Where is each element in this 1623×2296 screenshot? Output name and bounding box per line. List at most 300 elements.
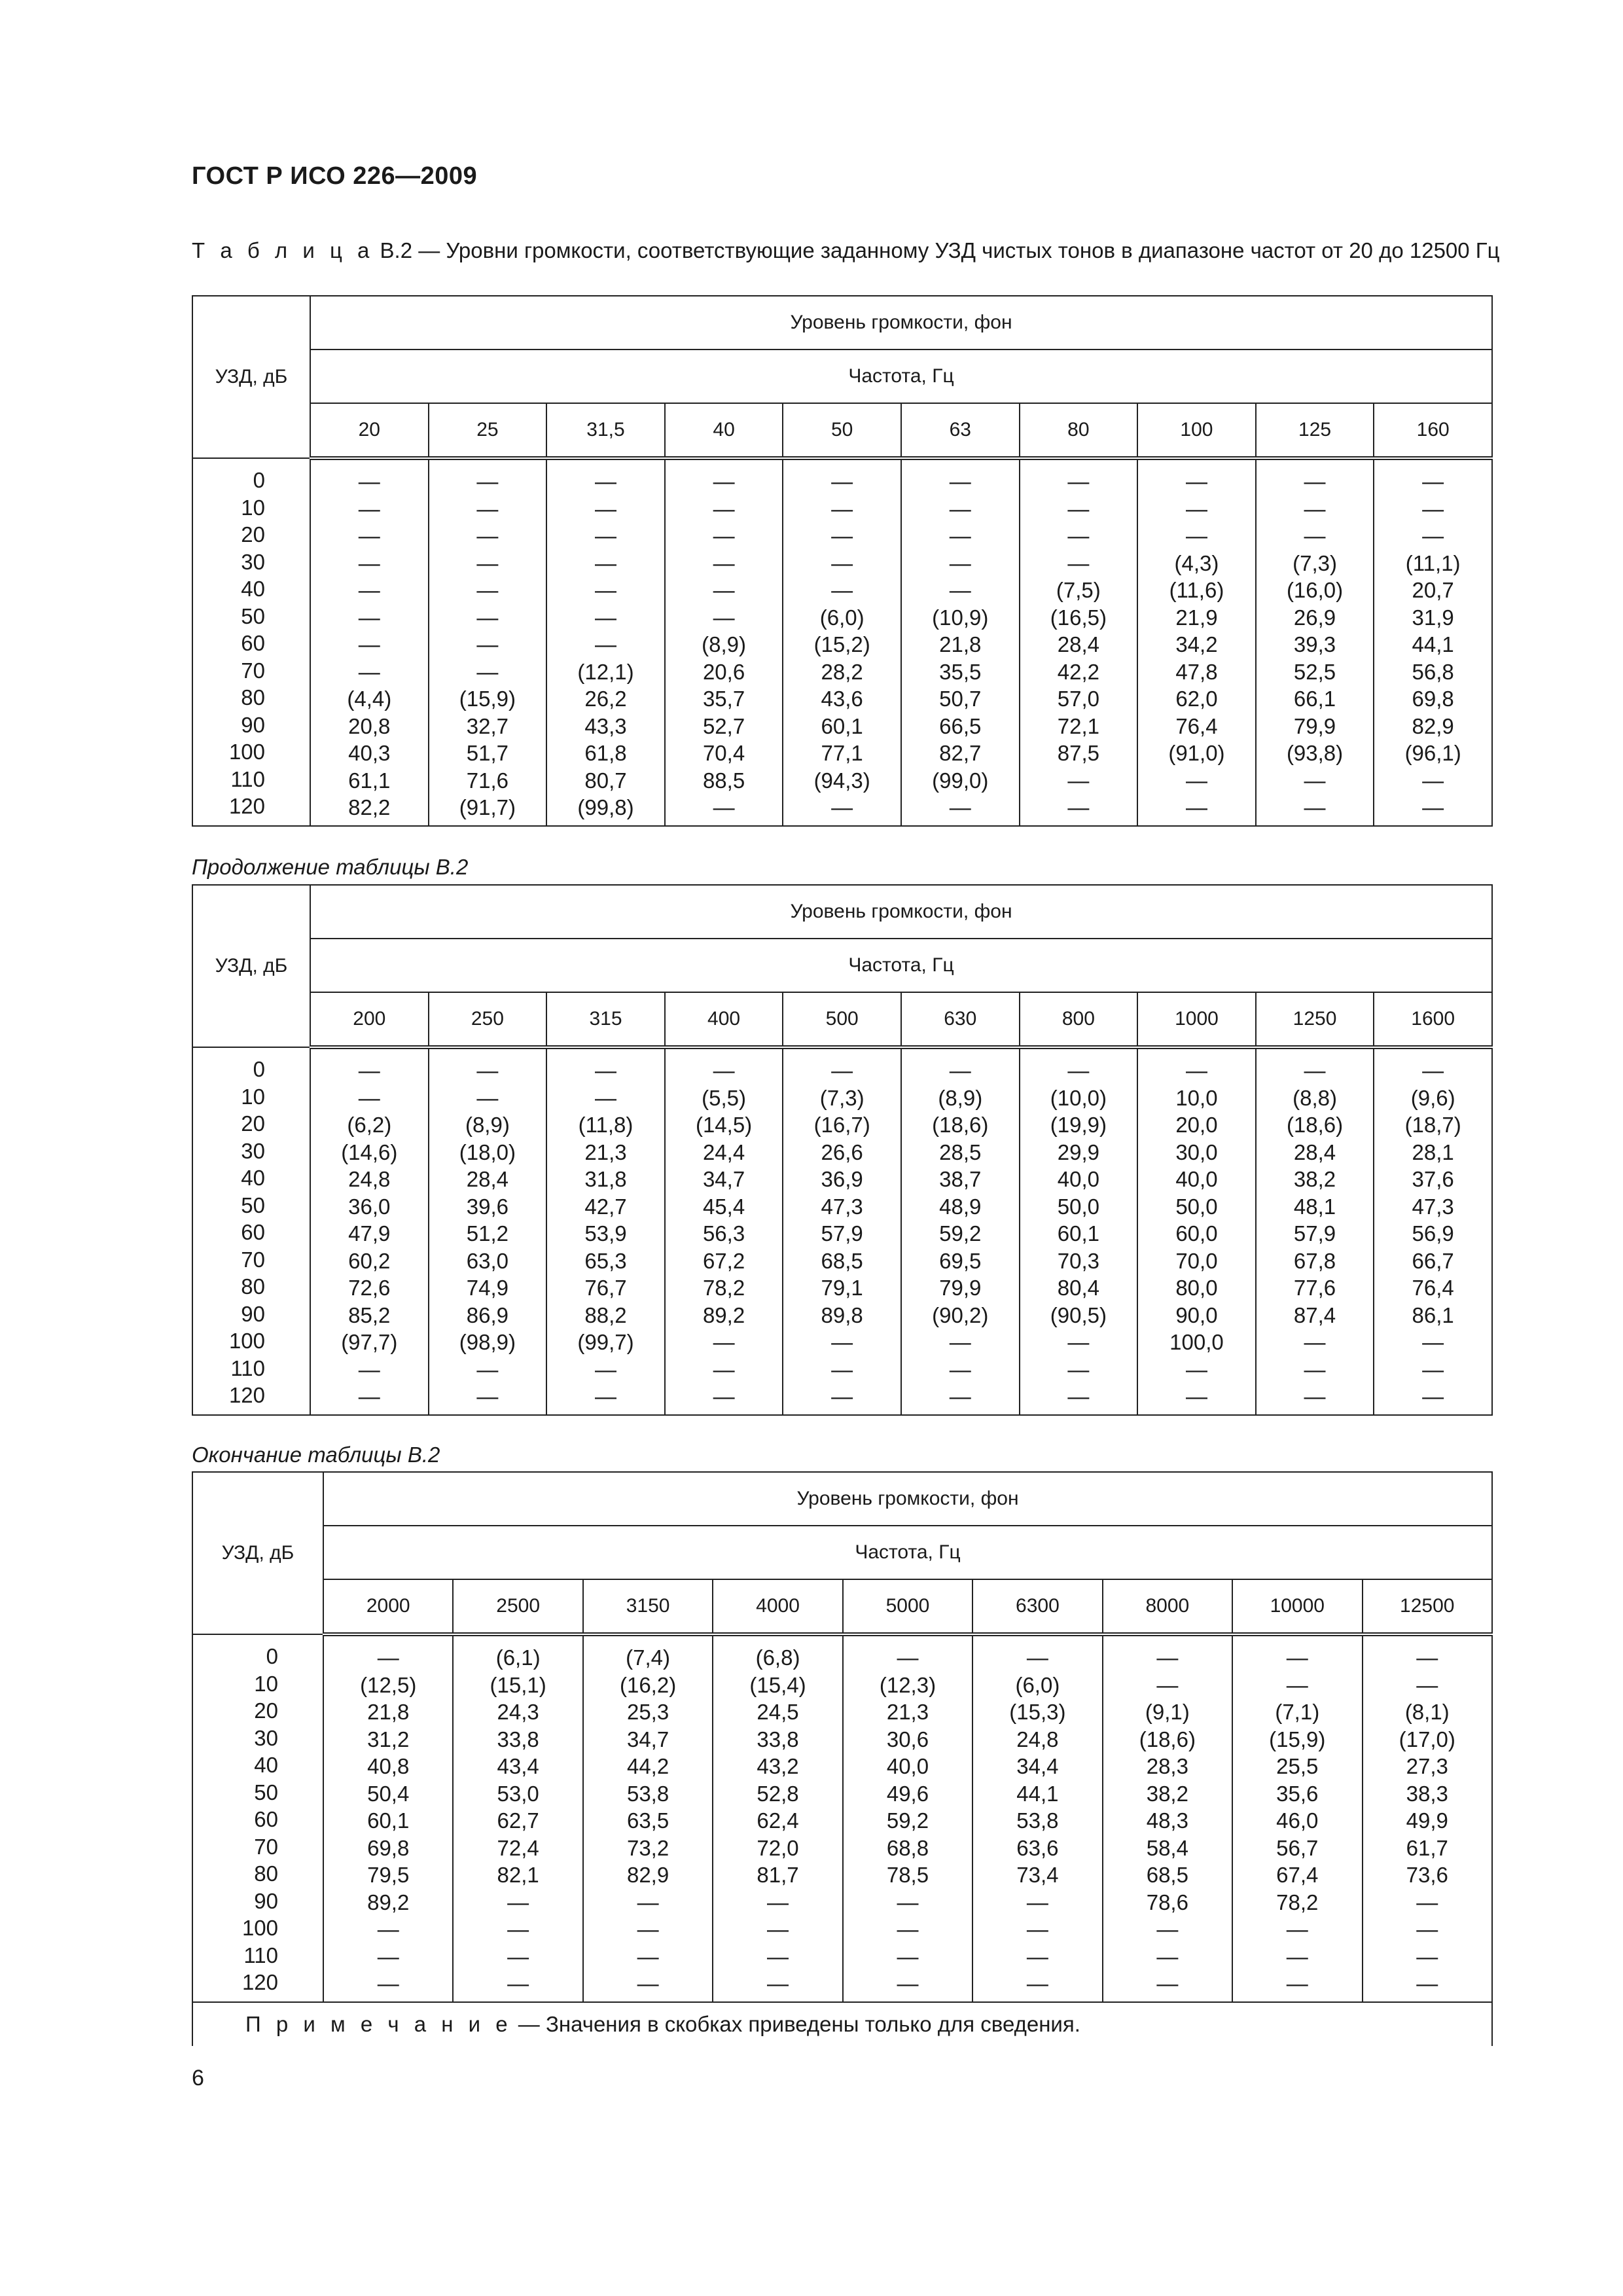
loudness-value: 42,2: [1057, 659, 1099, 684]
loudness-value: —: [507, 1917, 529, 1941]
loudness-value: (19,9): [1050, 1113, 1107, 1137]
loudness-value: 70,3: [1057, 1248, 1099, 1273]
uzd-value: 40: [254, 1753, 278, 1777]
loudness-value: 100,0: [1169, 1330, 1224, 1354]
loudness-value: (15,1): [490, 1672, 546, 1697]
loudness-value: —: [1067, 1384, 1090, 1408]
loudness-value: 65,3: [584, 1248, 627, 1273]
loudness-value: (99,8): [577, 795, 634, 819]
note-prefix: П р и м е ч а н и е: [245, 2011, 512, 2036]
uzd-value: 20: [254, 1698, 278, 1723]
loudness-value: 33,8: [757, 1727, 799, 1751]
uzd-value: 30: [241, 549, 265, 574]
loudness-value: 56,9: [1412, 1221, 1454, 1246]
loudness-value: (96,1): [1404, 741, 1461, 765]
loudness-value: 60,2: [348, 1248, 391, 1273]
loudness-value: —: [1156, 1645, 1179, 1670]
loudness-value: 43,4: [497, 1754, 539, 1778]
loudness-value: 88,2: [584, 1302, 627, 1327]
frequency-value: 20: [310, 403, 429, 458]
loudness-value: (9,6): [1410, 1085, 1455, 1110]
loudness-value: (16,2): [619, 1672, 677, 1697]
loudness-value: (16,5): [1050, 605, 1107, 630]
frequency-value: 12500: [1363, 1579, 1493, 1634]
loudness-value: 24,8: [348, 1167, 391, 1191]
loudness-value: 80,0: [1175, 1276, 1218, 1300]
uzd-values-column: [192, 458, 310, 826]
loudness-value: —: [1422, 1384, 1444, 1408]
frequency-value: 160: [1374, 403, 1492, 458]
loudness-value: —: [1304, 1330, 1326, 1354]
loudness-value: —: [897, 1917, 919, 1941]
frequency-value: 315: [546, 992, 665, 1047]
loudness-value: 28,4: [1293, 1139, 1336, 1164]
loudness-value: —: [713, 496, 735, 521]
loudness-value: 59,2: [886, 1808, 929, 1833]
loudness-value: —: [476, 524, 499, 548]
loudness-value: —: [1026, 1645, 1048, 1670]
loudness-value: —: [358, 469, 380, 493]
loudness-value: 47,8: [1175, 659, 1218, 684]
loudness-value: (6,0): [1015, 1672, 1060, 1697]
loudness-value: 26,6: [821, 1139, 863, 1164]
loudness-value: 24,8: [1016, 1727, 1059, 1751]
uzd-value: 80: [254, 1861, 278, 1886]
uzd-value: 90: [241, 1301, 265, 1326]
frequency-value: 250: [429, 992, 547, 1047]
loudness-value: —: [949, 550, 971, 575]
loudness-value: 62,0: [1175, 687, 1218, 711]
loudness-column: [1374, 458, 1492, 826]
loudness-value: 72,1: [1057, 713, 1099, 738]
loudness-value: —: [594, 1058, 616, 1083]
loudness-value: —: [358, 1357, 380, 1382]
frequency-value: 500: [783, 992, 901, 1047]
loudness-value: —: [1304, 1357, 1326, 1382]
loudness-value: 52,5: [1293, 659, 1336, 684]
loudness-value: —: [507, 1890, 529, 1914]
loudness-value: —: [476, 469, 499, 493]
loudness-value: 82,7: [939, 741, 982, 765]
loudness-value: 30,6: [886, 1727, 929, 1751]
loudness-value: (18,6): [1286, 1113, 1344, 1137]
loudness-value: (7,4): [626, 1645, 671, 1670]
loudness-value: —: [831, 578, 853, 602]
loudness-value: 38,2: [1293, 1167, 1336, 1191]
loudness-value: 61,7: [1406, 1835, 1448, 1860]
loudness-value: 25,3: [626, 1700, 669, 1724]
loudness-value: 34,7: [626, 1727, 669, 1751]
loudness-value: —: [1185, 524, 1207, 548]
loudness-value: 30,0: [1175, 1139, 1218, 1164]
loudness-value: 77,1: [821, 741, 863, 765]
loudness-value: 70,0: [1175, 1248, 1218, 1273]
loudness-value: 42,7: [584, 1194, 627, 1219]
uzd-value: 40: [241, 577, 265, 601]
loudness-value: (94,3): [813, 768, 870, 793]
loudness-value: —: [1156, 1917, 1179, 1941]
loudness-value: —: [1156, 1944, 1179, 1969]
loudness-value: —: [831, 795, 853, 819]
uzd-value: 90: [241, 712, 265, 737]
uzd-value: 120: [241, 1970, 278, 1994]
loudness-value: 39,6: [466, 1194, 508, 1219]
loudness-column: [1020, 458, 1138, 826]
loudness-value: —: [377, 1917, 399, 1941]
loudness-value: —: [949, 1384, 971, 1408]
loudness-value: 71,6: [466, 768, 508, 793]
loudness-column: [546, 1047, 665, 1415]
loudness-value: (15,4): [749, 1672, 806, 1697]
ending-title: Окончание таблицы В.2: [192, 1443, 440, 1467]
table-note: [192, 2002, 1492, 2046]
loudness-value: 48,1: [1293, 1194, 1336, 1219]
loudness-value: 79,1: [821, 1276, 863, 1300]
uzd-value: 50: [241, 603, 265, 628]
uzd-value: 110: [230, 1355, 265, 1380]
loudness-value: 90,0: [1175, 1302, 1218, 1327]
loudness-value: —: [1304, 795, 1326, 819]
loudness-value: 50,7: [939, 687, 982, 711]
frequency-value: 800: [1020, 992, 1138, 1047]
loudness-value: —: [1067, 1357, 1090, 1382]
loudness-value: (93,8): [1286, 741, 1344, 765]
loudness-value: 67,2: [702, 1248, 745, 1273]
loudness-value: —: [1067, 469, 1090, 493]
loudness-value: (97,7): [341, 1330, 398, 1354]
loudness-value: —: [1156, 1672, 1179, 1697]
loudness-column: [1363, 1634, 1493, 2002]
frequency-value: 1250: [1256, 992, 1374, 1047]
loudness-value: —: [1286, 1917, 1308, 1941]
loudness-value: —: [476, 1058, 499, 1083]
loudness-value: (11,8): [578, 1113, 633, 1137]
loudness-value: 57,9: [1293, 1221, 1336, 1246]
loudness-value: —: [1067, 1058, 1090, 1083]
loudness-value: 82,2: [348, 795, 391, 819]
loudness-value: —: [713, 1357, 735, 1382]
loudness-value: 69,8: [1412, 687, 1454, 711]
loudness-value: —: [897, 1645, 919, 1670]
loudness-value: —: [476, 1384, 499, 1408]
frequency-header: Частота, Гц: [323, 1526, 1492, 1579]
loudness-value: —: [1422, 1357, 1444, 1382]
loudness-value: 72,4: [497, 1835, 539, 1860]
loudness-value: 56,3: [702, 1221, 745, 1246]
loudness-value: —: [1185, 1058, 1207, 1083]
loudness-value: —: [1304, 469, 1326, 493]
loudness-value: 40,0: [1175, 1167, 1218, 1191]
loudness-value: 31,8: [584, 1167, 627, 1191]
loudness-value: 86,1: [1412, 1302, 1454, 1327]
frequency-value: 8000: [1103, 1579, 1232, 1634]
loudness-value: 60,1: [1057, 1221, 1099, 1246]
loudness-value: —: [1286, 1944, 1308, 1969]
note-text: — Значения в скобках приведены только для сведения.: [512, 2011, 1080, 2036]
loudness-value: 44,1: [1412, 632, 1454, 656]
uzd-value: 60: [254, 1807, 278, 1831]
loudness-value: —: [1067, 795, 1090, 819]
loudness-value: —: [507, 1971, 529, 1996]
loudness-column: [1137, 458, 1256, 826]
loudness-value: 53,0: [497, 1781, 539, 1806]
frequency-value: 1600: [1374, 992, 1492, 1047]
loudness-value: 69,5: [939, 1248, 982, 1273]
uzd-value: 10: [241, 1084, 265, 1109]
loudness-value: 80,7: [584, 768, 627, 793]
loudness-value: 63,5: [626, 1808, 669, 1833]
loudness-value: —: [594, 578, 616, 602]
loudness-value: —: [594, 605, 616, 630]
frequency-value: 50: [783, 403, 901, 458]
loudness-value: 31,9: [1412, 605, 1454, 630]
uzd-header: УЗД, дБ: [192, 1472, 323, 1634]
loudness-value: —: [377, 1971, 399, 1996]
loudness-value: 34,2: [1175, 632, 1218, 656]
loudness-column: [583, 1634, 713, 2002]
loudness-value: (10,0): [1050, 1085, 1107, 1110]
loudness-column: [1232, 1634, 1362, 2002]
loudness-value: 34,4: [1016, 1754, 1059, 1778]
loudness-value: 21,3: [584, 1139, 627, 1164]
loudness-table-part1: [192, 295, 1493, 827]
frequency-value: 630: [901, 992, 1020, 1047]
loudness-value: 57,9: [821, 1221, 863, 1246]
loudness-value: (18,6): [1139, 1727, 1196, 1751]
loudness-value: —: [1422, 524, 1444, 548]
loudness-value: —: [831, 1058, 853, 1083]
loudness-value: 72,6: [348, 1276, 391, 1300]
loudness-value: 78,5: [886, 1863, 929, 1887]
loudness-header: Уровень громкости, фон: [310, 885, 1492, 939]
loudness-value: 86,9: [466, 1302, 508, 1327]
uzd-value: 0: [253, 468, 265, 492]
loudness-value: 26,9: [1293, 605, 1336, 630]
loudness-value: 66,7: [1412, 1248, 1454, 1273]
loudness-value: —: [1067, 496, 1090, 521]
loudness-value: —: [507, 1944, 529, 1969]
loudness-value: —: [1156, 1971, 1179, 1996]
loudness-column: [665, 1047, 783, 1415]
loudness-value: 24,5: [757, 1700, 799, 1724]
loudness-value: 76,4: [1412, 1276, 1454, 1300]
loudness-value: —: [637, 1971, 659, 1996]
loudness-value: —: [713, 524, 735, 548]
loudness-value: 37,6: [1412, 1167, 1454, 1191]
loudness-value: —: [594, 524, 616, 548]
loudness-value: 53,9: [584, 1221, 627, 1246]
frequency-value: 200: [310, 992, 429, 1047]
loudness-value: —: [1286, 1645, 1308, 1670]
loudness-value: 68,8: [886, 1835, 929, 1860]
loudness-value: —: [831, 469, 853, 493]
loudness-value: 47,3: [821, 1194, 863, 1219]
uzd-values-column: [192, 1047, 310, 1415]
loudness-table-part2: [192, 884, 1493, 1416]
loudness-value: 89,2: [367, 1890, 410, 1914]
loudness-value: —: [1185, 768, 1207, 793]
loudness-value: (17,0): [1399, 1727, 1455, 1751]
loudness-value: —: [1304, 1384, 1326, 1408]
loudness-value: —: [897, 1944, 919, 1969]
loudness-value: 61,1: [348, 768, 391, 793]
uzd-values-column: [192, 1634, 323, 2002]
loudness-value: —: [476, 1085, 499, 1110]
loudness-value: —: [831, 496, 853, 521]
loudness-column: [1020, 1047, 1138, 1415]
uzd-value: 40: [241, 1166, 265, 1190]
loudness-value: —: [949, 469, 971, 493]
loudness-value: (5,5): [702, 1085, 746, 1110]
loudness-value: —: [594, 1384, 616, 1408]
loudness-value: 82,9: [1412, 713, 1454, 738]
loudness-value: —: [1185, 496, 1207, 521]
loudness-value: 82,9: [626, 1863, 669, 1887]
loudness-value: —: [358, 1058, 380, 1083]
loudness-value: —: [1416, 1944, 1438, 1969]
uzd-value: 110: [230, 766, 265, 791]
loudness-column: [429, 458, 547, 826]
uzd-value: 50: [254, 1780, 278, 1804]
frequency-header: Частота, Гц: [310, 939, 1492, 992]
loudness-value: 60,1: [367, 1808, 410, 1833]
loudness-value: 87,5: [1057, 741, 1099, 765]
loudness-value: —: [949, 524, 971, 548]
loudness-table-part3: [192, 1471, 1493, 2046]
loudness-column: [1256, 1047, 1374, 1415]
loudness-value: 40,3: [348, 741, 391, 765]
loudness-value: (98,9): [459, 1330, 516, 1354]
loudness-value: 61,8: [584, 741, 627, 765]
loudness-column: [1137, 1047, 1256, 1415]
loudness-column: [665, 458, 783, 826]
loudness-value: 70,4: [702, 741, 745, 765]
loudness-value: —: [1286, 1672, 1308, 1697]
loudness-value: 51,2: [466, 1221, 508, 1246]
loudness-value: 50,0: [1175, 1194, 1218, 1219]
uzd-value: 60: [241, 1220, 265, 1244]
uzd-value: 30: [254, 1725, 278, 1750]
frequency-value: 100: [1137, 403, 1256, 458]
loudness-column: [1374, 1047, 1492, 1415]
uzd-value: 70: [241, 658, 265, 683]
continuation-title: Продолжение таблицы В.2: [192, 855, 469, 879]
loudness-value: —: [1422, 795, 1444, 819]
loudness-value: 31,2: [367, 1727, 410, 1751]
loudness-value: 87,4: [1293, 1302, 1336, 1327]
loudness-value: 66,5: [939, 713, 982, 738]
loudness-value: —: [358, 1384, 380, 1408]
loudness-value: —: [949, 1330, 971, 1354]
loudness-value: —: [476, 632, 499, 656]
loudness-value: (7,1): [1275, 1700, 1320, 1724]
loudness-value: 20,8: [348, 713, 391, 738]
loudness-value: 63,0: [466, 1248, 508, 1273]
loudness-value: 46,0: [1276, 1808, 1319, 1833]
uzd-value: 110: [243, 1943, 278, 1967]
loudness-value: —: [637, 1890, 659, 1914]
loudness-value: —: [767, 1917, 789, 1941]
uzd-value: 80: [241, 685, 265, 709]
loudness-value: 79,9: [939, 1276, 982, 1300]
loudness-value: 57,0: [1057, 687, 1099, 711]
loudness-value: —: [1067, 550, 1090, 575]
loudness-value: 39,3: [1293, 632, 1336, 656]
loudness-value: 85,2: [348, 1302, 391, 1327]
loudness-value: 81,7: [757, 1863, 799, 1887]
loudness-value: (11,1): [1405, 550, 1461, 575]
loudness-value: 59,2: [939, 1221, 982, 1246]
loudness-value: 27,3: [1406, 1754, 1448, 1778]
loudness-value: (4,4): [347, 687, 392, 711]
loudness-value: 49,6: [886, 1781, 929, 1806]
loudness-value: 43,3: [584, 713, 627, 738]
frequency-value: 3150: [583, 1579, 713, 1634]
loudness-value: 32,7: [466, 713, 508, 738]
loudness-value: 73,4: [1016, 1863, 1059, 1887]
loudness-value: —: [897, 1890, 919, 1914]
loudness-value: —: [594, 1357, 616, 1382]
loudness-value: (6,2): [347, 1113, 392, 1137]
loudness-value: —: [1026, 1971, 1048, 1996]
loudness-value: —: [1304, 524, 1326, 548]
loudness-value: 53,8: [1016, 1808, 1059, 1833]
uzd-value: 90: [254, 1888, 278, 1913]
loudness-value: —: [713, 469, 735, 493]
loudness-value: 44,2: [626, 1754, 669, 1778]
uzd-value: 100: [228, 1329, 265, 1353]
loudness-value: 10,0: [1175, 1085, 1218, 1110]
loudness-value: —: [1416, 1672, 1438, 1697]
loudness-value: —: [1422, 768, 1444, 793]
loudness-value: (6,8): [755, 1645, 800, 1670]
frequency-value: 125: [1256, 403, 1374, 458]
loudness-value: (91,0): [1168, 741, 1225, 765]
loudness-column: [429, 1047, 547, 1415]
loudness-column: [1103, 1634, 1232, 2002]
loudness-value: 67,4: [1276, 1863, 1319, 1887]
uzd-value: 10: [254, 1671, 278, 1696]
loudness-column: [783, 1047, 901, 1415]
loudness-value: (15,9): [459, 687, 516, 711]
loudness-value: (8,9): [938, 1085, 983, 1110]
loudness-value: (12,3): [879, 1672, 936, 1697]
loudness-value: —: [1416, 1890, 1438, 1914]
loudness-value: 20,6: [702, 659, 745, 684]
loudness-value: (8,1): [1404, 1700, 1450, 1724]
loudness-value: —: [1026, 1917, 1048, 1941]
loudness-value: —: [713, 1384, 735, 1408]
loudness-value: 56,7: [1276, 1835, 1319, 1860]
loudness-value: 58,4: [1146, 1835, 1188, 1860]
loudness-value: —: [476, 496, 499, 521]
loudness-value: —: [1304, 768, 1326, 793]
loudness-value: (6,0): [819, 605, 865, 630]
loudness-value: —: [713, 550, 735, 575]
loudness-value: 72,0: [757, 1835, 799, 1860]
frequency-value: 31,5: [546, 403, 665, 458]
loudness-value: 73,6: [1406, 1863, 1448, 1887]
loudness-value: —: [594, 1085, 616, 1110]
loudness-value: —: [1067, 768, 1090, 793]
loudness-value: 28,4: [1057, 632, 1099, 656]
loudness-value: 48,9: [939, 1194, 982, 1219]
loudness-value: 20,0: [1175, 1113, 1218, 1137]
loudness-value: (7,3): [1293, 550, 1337, 575]
loudness-value: 78,2: [1276, 1890, 1319, 1914]
loudness-value: (18,6): [932, 1113, 989, 1137]
loudness-value: (4,3): [1174, 550, 1219, 575]
